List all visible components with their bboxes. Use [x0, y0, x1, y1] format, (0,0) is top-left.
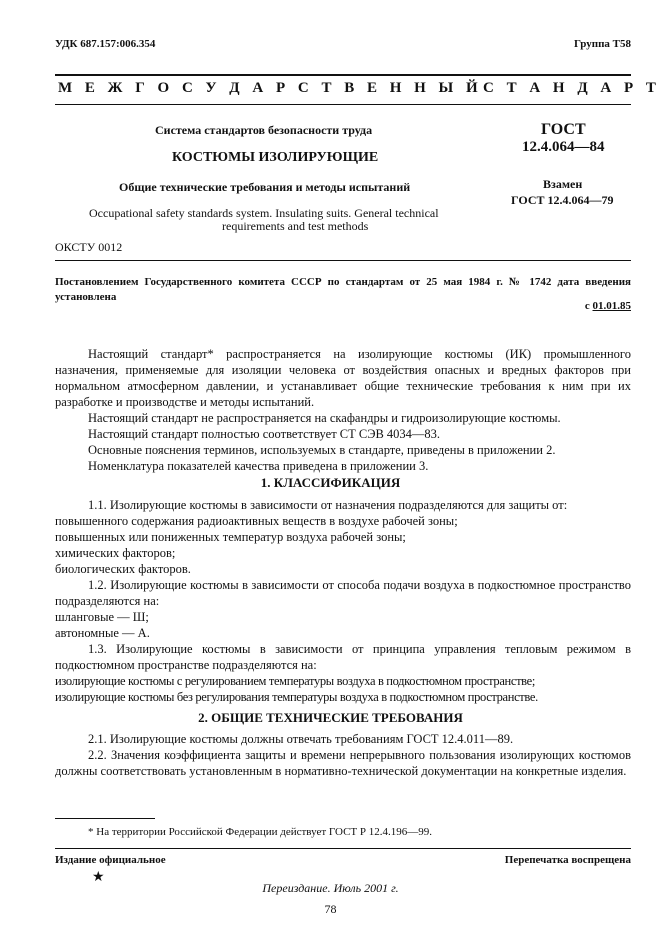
clause-1-1-item: биологических факторов. — [55, 562, 191, 576]
decree-text: Постановлением Государственного комитета СССР по стандартам от 25 мая 1984 г. № 1742 дата введения установлена — [55, 276, 631, 303]
clause-1-2-item: шланговые — Ш; — [55, 610, 149, 624]
clause-1-2: 1.2. Изолирующие костюмы в зависимости от способа подачи воздуха в подкостюмное пространство подразделяются на: — [55, 578, 631, 608]
document-subtitle: Общие технические требования и методы испытаний — [119, 180, 411, 194]
clause-2-2: 2.2. Значения коэффициента защиты и времени непрерывного пользования изолирующих костюмов должны соответствовать установленным в нормативно-технической документации на конкретные изделия. — [55, 748, 631, 778]
clause-2-1: 2.1. Изолирующие костюмы должны отвечать требованиям ГОСТ 12.4.011—89. — [88, 732, 514, 746]
udc-code: УДК 687.157:006.354 — [55, 38, 156, 50]
banner-interstate: М Е Ж Г О С У Д А Р С Т В Е Н Н Ы Й — [58, 80, 483, 96]
intro-sev-compliance: Настоящий стандарт полностью соответствует СТ СЭВ 4034—83. — [88, 427, 441, 441]
banner-rule — [55, 104, 631, 105]
gost-label: ГОСТ — [541, 121, 586, 138]
replace-label: Взамен — [543, 177, 583, 191]
page-number: 78 — [324, 902, 337, 916]
clause-1-1-item: повышенного содержания радиоактивных веществ в воздухе рабочей зоны; — [55, 514, 458, 528]
replace-number: ГОСТ 12.4.064—79 — [511, 193, 614, 207]
footer-rule — [55, 848, 631, 849]
decree-date — [585, 300, 631, 312]
top-rule — [55, 74, 631, 76]
clause-1-3-item: изолирующие костюмы с регулированием температуры воздуха в подкостюмном пространстве; — [55, 674, 535, 688]
clause-1-1-item: химических факторов; — [55, 546, 176, 560]
intro-quality-appendix: Номенклатура показателей качества приведена в приложении 3. — [88, 459, 429, 473]
english-title-line2: requirements and test methods — [222, 219, 369, 233]
reissue-note: Переиздание. Июль 2001 г. — [262, 881, 399, 895]
system-title: Система стандартов безопасности труда — [155, 123, 373, 137]
title-block-rule — [55, 260, 631, 261]
clause-1-1-item: повышенных или пониженных температур воздуха рабочей зоны; — [55, 530, 406, 544]
clause-1-3-item: изолирующие костюмы без регулирования температуры воздуха в подкостюмном пространстве. — [55, 690, 538, 704]
group-code: Группа Т58 — [573, 38, 631, 50]
clause-1-3: 1.3. Изолирующие костюмы в зависимости от принципа управления тепловым режимом в подкостюмном пространстве подразделяются на: — [55, 642, 631, 672]
clause-1-2-item: автономные — А. — [55, 626, 150, 640]
decree-date-value: 01.01.85 — [592, 300, 631, 312]
section1-heading: 1. КЛАССИФИКАЦИЯ — [260, 475, 401, 490]
decree-date-prefix: с — [584, 300, 590, 312]
document-title: КОСТЮМЫ ИЗОЛИРУЮЩИЕ — [172, 150, 379, 165]
footnote: * На территории Российской Федерации действует ГОСТ Р 12.4.196—99. — [88, 826, 433, 838]
reprint-notice: Перепечатка воспрещена — [504, 854, 631, 866]
intro-terms-appendix: Основные пояснения терминов, используемых в стандарте, приведены в приложении 2. — [88, 443, 556, 457]
english-title-line1: Occupational safety standards system. Insulating suits. General technical — [89, 206, 439, 220]
star-icon: ★ — [92, 870, 105, 885]
clause-1-1: 1.1. Изолирующие костюмы в зависимости от назначения подразделяются для защиты от: — [88, 498, 568, 512]
banner-standard: С Т А Н Д А Р Т — [483, 80, 661, 96]
okstu-code: ОКСТУ 0012 — [55, 240, 123, 254]
footnote-separator — [55, 818, 155, 819]
official-edition: Издание официальное — [55, 854, 166, 866]
intro-paragraph: Настоящий стандарт* распространяется на изолирующие костюмы (ИК) промышленного назначения, применяемые для изоляции человека от воздействия опасных и вредных факторов при нормальном атмосферном давлении, и устанавливает общие технические требования к ним при их разработке и производстве и методы испытаний. — [55, 347, 631, 409]
intro-scope-exclusion: Настоящий стандарт не распространяется на скафандры и гидроизолирующие костюмы. — [88, 411, 561, 425]
gost-number: 12.4.064—84 — [522, 139, 605, 155]
section2-heading: 2. ОБЩИЕ ТЕХНИЧЕСКИЕ ТРЕБОВАНИЯ — [198, 710, 463, 725]
